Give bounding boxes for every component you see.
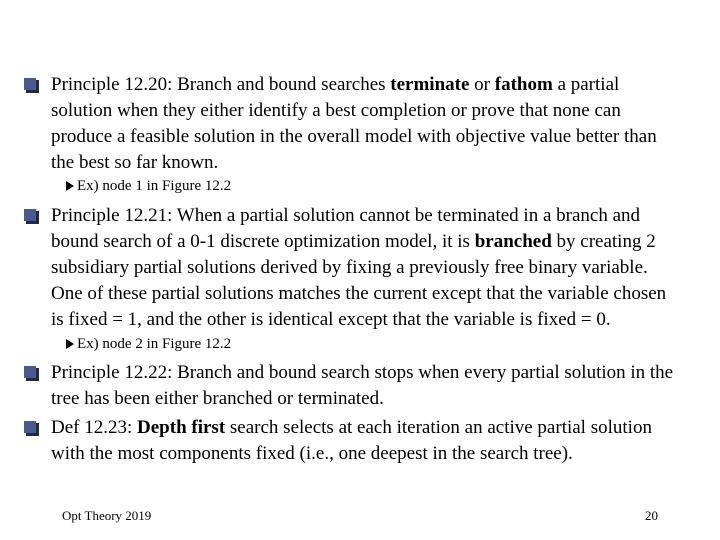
bullet-line: is fixed = 1, and the other is identical except that the variable is fixed = 0. <box>51 309 611 330</box>
bullet-line: Principle 12.22: Branch and bound search stops when every partial solution in the <box>51 362 674 383</box>
square-bullet-icon <box>24 421 39 436</box>
bullet-line: solution when they either identify a best completion or prove that none can <box>51 100 621 121</box>
bullet-line: tree has been either branched or terminated. <box>51 388 384 409</box>
arrow-bullet-icon <box>66 181 74 191</box>
sub-bullet-text: Ex) node 1 in Figure 12.2 <box>77 178 232 194</box>
bullet-text <box>51 203 704 333</box>
bullet-line: Def 12.23: Depth first search selects at each iteration an active partial solution <box>51 417 652 438</box>
bold-term: Depth first <box>137 417 226 438</box>
bold-term: branched <box>474 231 552 252</box>
sub-bullet-text: Ex) node 2 in Figure 12.2 <box>77 336 232 352</box>
bold-term: fathom <box>494 74 553 95</box>
arrow-bullet-icon <box>66 339 74 349</box>
bullet-line: Principle 12.21: When a partial solution cannot be terminated in a branch and <box>51 205 640 226</box>
bullet-line: One of these partial solutions matches the current except that the variable chosen <box>51 283 667 304</box>
sub-bullet-example-node-2 <box>66 335 231 353</box>
bullet-text <box>51 415 704 467</box>
bullet-text <box>51 360 704 412</box>
bullet-line: Principle 12.20: Branch and bound searches terminate or fathom a partial <box>51 74 620 95</box>
bullet-line: produce a feasible solution in the overall model with objective value better than <box>51 126 657 147</box>
sub-bullet-example-node-1 <box>66 177 231 195</box>
bullet-line: with the most components fixed (i.e., one deepest in the search tree). <box>51 443 573 464</box>
bullet-line: subsidiary partial solutions derived by fixing a previously free binary variable. <box>51 257 648 278</box>
footer-course-label: Opt Theory 2019 <box>62 508 152 523</box>
bullet-line: bound search of a 0-1 discrete optimization model, it is branched by creating 2 <box>51 231 656 252</box>
square-bullet-icon <box>24 209 39 224</box>
square-bullet-icon <box>24 366 39 381</box>
bold-term: terminate <box>390 74 470 95</box>
bullet-line: the best so far known. <box>51 152 219 173</box>
bullet-text <box>51 72 704 176</box>
square-bullet-icon <box>24 78 39 93</box>
page-number: 20 <box>645 508 658 523</box>
